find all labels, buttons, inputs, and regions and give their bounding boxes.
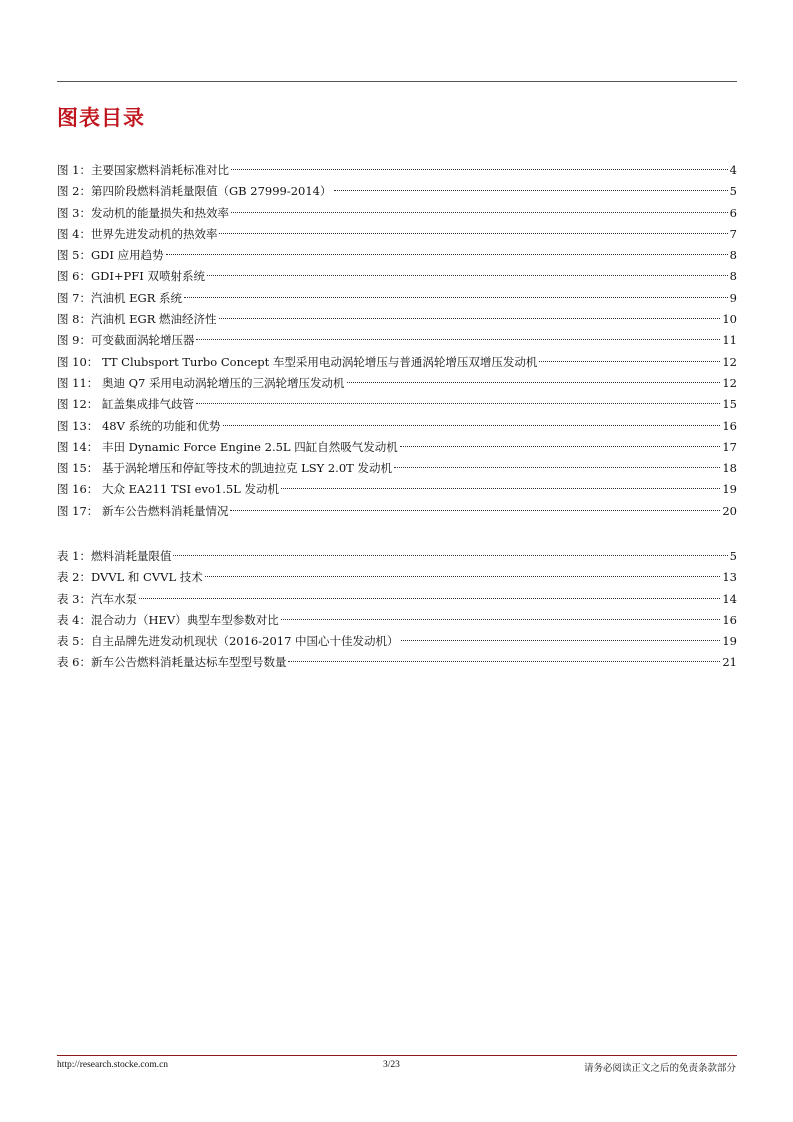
- dot-leader: [173, 554, 727, 556]
- dot-leader: [400, 445, 721, 447]
- toc-entry-label: 图 14： 丰田 Dynamic Force Engine 2.5L 四缸自然吸气发动机: [57, 439, 398, 454]
- toc-entry-page: 5: [729, 549, 737, 563]
- toc-entry-page: 14: [722, 591, 737, 606]
- dot-leader: [231, 168, 728, 170]
- toc-entry-label: 图 6：GDI+PFI 双喷射系统: [57, 269, 205, 284]
- toc-entry-page: 18: [722, 461, 737, 476]
- toc-entry-page: 11: [722, 333, 737, 348]
- figure-toc-row[interactable]: [57, 479, 737, 500]
- dot-leader: [281, 618, 721, 620]
- toc-entry-page: 19: [722, 482, 737, 497]
- footer-url-link[interactable]: http://research.stocke.com.cn: [57, 1060, 169, 1070]
- toc-entry-label: 表 1：燃料消耗量限值: [57, 549, 172, 563]
- dot-leader: [401, 639, 721, 641]
- toc-entry-label: 图 5：GDI 应用趋势: [57, 248, 164, 263]
- figure-toc-row[interactable]: [57, 330, 737, 351]
- dot-leader: [219, 232, 727, 234]
- figure-toc-row[interactable]: [57, 416, 737, 437]
- table-toc-row[interactable]: [57, 546, 737, 567]
- figure-toc-row[interactable]: [57, 437, 737, 458]
- figure-toc-row[interactable]: [57, 458, 737, 479]
- footer-disclaimer: 请务必阅读正文之后的免责条款部分: [583, 1063, 736, 1074]
- dot-leader: [207, 274, 728, 276]
- toc-entry-page: 13: [722, 570, 737, 585]
- toc-entry-label: 图 8：汽油机 EGR 燃油经济性: [57, 312, 217, 327]
- figure-toc-row[interactable]: [57, 501, 737, 522]
- table-toc-row[interactable]: [57, 610, 737, 631]
- toc-entry-label: 表 4：混合动力（HEV）典型车型参数对比: [57, 612, 279, 627]
- toc-entry-page: 15: [722, 397, 737, 412]
- toc-entry-label: 图 2：第四阶段燃料消耗量限值（GB 27999-2014）: [57, 184, 332, 199]
- dot-leader: [166, 253, 728, 255]
- footer-rule: [57, 1055, 737, 1056]
- toc-entry-label: 图 4：世界先进发动机的热效率: [57, 226, 218, 241]
- figure-list: [57, 160, 737, 522]
- figure-toc-row[interactable]: [57, 309, 737, 330]
- toc-entry-label: 图 13： 48V 系统的功能和优势: [57, 418, 221, 433]
- figure-toc-row[interactable]: [57, 224, 737, 245]
- dot-leader: [139, 597, 720, 599]
- toc-entry-label: 图 16： 大众 EA211 TSI evo1.5L 发动机: [57, 482, 279, 497]
- toc-entry-label: 图 7：汽油机 EGR 系统: [57, 290, 183, 305]
- dot-leader: [219, 317, 721, 319]
- dot-leader: [334, 189, 728, 191]
- toc-entry-label: 表 5：自主品牌先进发动机现状（2016-2017 中国心十佳发动机）: [57, 634, 399, 649]
- toc-entry-label: 表 3：汽车水泵: [57, 591, 137, 606]
- dot-leader: [230, 509, 720, 511]
- toc-entry-page: 12: [722, 354, 737, 369]
- dot-leader: [281, 487, 720, 489]
- figure-toc-row[interactable]: [57, 245, 737, 266]
- page-title: 图表目录: [57, 106, 145, 130]
- footer-page-number: 3/23: [383, 1060, 400, 1070]
- toc-entry-page: 10: [722, 312, 737, 327]
- toc-entry-page: 4: [729, 163, 737, 177]
- dot-leader: [231, 211, 728, 213]
- dot-leader: [347, 381, 721, 383]
- figure-toc-row[interactable]: [57, 181, 737, 202]
- toc-entry-page: 8: [729, 269, 737, 284]
- table-toc-row[interactable]: [57, 567, 737, 588]
- toc-entry-page: 5: [729, 184, 737, 199]
- toc-entry-label: 图 9：可变截面涡轮增压器: [57, 333, 195, 348]
- toc-entry-page: 12: [722, 375, 737, 390]
- table-list: [57, 546, 737, 674]
- dot-leader: [288, 660, 720, 662]
- table-toc-row[interactable]: [57, 589, 737, 610]
- toc-entry-page: 16: [722, 418, 737, 433]
- dot-leader: [196, 402, 720, 404]
- header-rule: [57, 81, 737, 82]
- toc-entry-label: 表 6：新车公告燃料消耗量达标车型型号数量: [57, 655, 287, 670]
- toc-entry-page: 20: [722, 503, 737, 518]
- toc-entry-label: 图 17： 新车公告燃料消耗量情况: [57, 503, 229, 518]
- toc-entry-label: 图 3：发动机的能量损失和热效率: [57, 205, 229, 220]
- dot-leader: [223, 424, 721, 426]
- table-toc-row[interactable]: [57, 631, 737, 652]
- toc-entry-page: 6: [729, 205, 737, 220]
- figure-toc-row[interactable]: [57, 352, 737, 373]
- toc-entry-label: 图 1：主要国家燃料消耗标准对比: [57, 163, 229, 177]
- toc-entry-label: 图 15： 基于涡轮增压和停缸等技术的凯迪拉克 LSY 2.0T 发动机: [57, 461, 392, 476]
- dot-leader: [394, 466, 720, 468]
- dot-leader: [205, 575, 721, 577]
- table-toc-row[interactable]: [57, 652, 737, 673]
- toc-entry-page: 9: [729, 290, 737, 305]
- toc-entry-label: 图 12： 缸盖集成排气歧管: [57, 397, 194, 412]
- toc-entry-page: 16: [722, 612, 737, 627]
- figure-toc-row[interactable]: [57, 160, 737, 181]
- figure-toc-row[interactable]: [57, 288, 737, 309]
- figure-toc-row[interactable]: [57, 266, 737, 287]
- toc-entry-page: 7: [729, 226, 737, 241]
- figure-toc-row[interactable]: [57, 373, 737, 394]
- figure-toc-row[interactable]: [57, 394, 737, 415]
- dot-leader: [196, 338, 720, 340]
- toc-entry-page: 21: [722, 655, 737, 670]
- toc-entry-page: 17: [722, 439, 737, 454]
- toc-entry-page: 19: [722, 634, 737, 649]
- figure-toc-row[interactable]: [57, 203, 737, 224]
- toc-entry-label: 图 11： 奥迪 Q7 采用电动涡轮增压的三涡轮增压发动机: [57, 375, 345, 390]
- toc-entry-page: 8: [729, 248, 737, 263]
- toc-entry-label: 表 2：DVVL 和 CVVL 技术: [57, 570, 203, 585]
- dot-leader: [184, 296, 728, 298]
- dot-leader: [539, 360, 720, 362]
- toc-entry-label: 图 10： TT Clubsport Turbo Concept 车型采用电动涡轮增压与普通涡轮增压双增压发动机: [57, 354, 538, 369]
